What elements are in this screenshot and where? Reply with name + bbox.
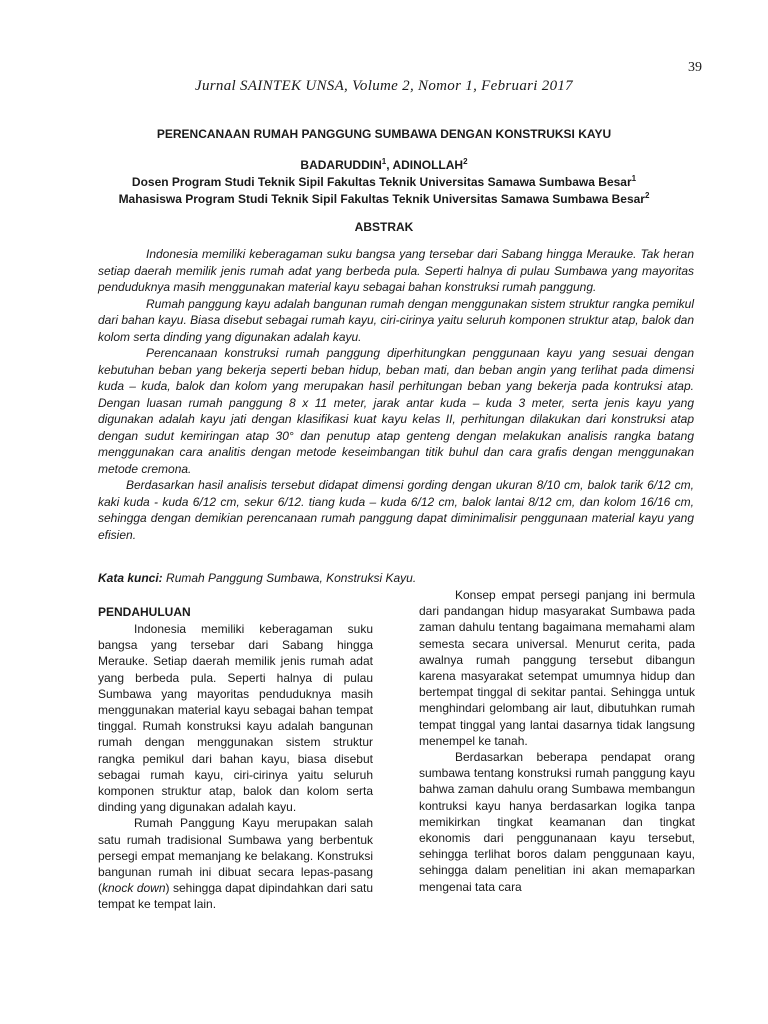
keywords-label: Kata kunci:: [98, 571, 163, 585]
author-2-marker: 2: [463, 157, 468, 166]
abstract-paragraph: Berdasarkan hasil analisis tersebut didapat dimensi gording dengan ukuran 8/10 cm, balok tarik 6/12 cm, kaki kuda - kuda 6/12 cm, sekur 6/12. tiang kuda – kuda 6/12 cm, balok lantai 8/12 cm, dan kolom 16/16 cm, sehingga dengan demikian perencanaan rumah panggung dapat diminimalisir penggunaan material kayu yang efisien.: [98, 478, 694, 542]
abstract-paragraph: Perencanaan konstruksi rumah panggung diperhitungkan penggunaan kayu yang sesuai dengan kebutuhan beban yang bekerja seperti beban hidup, beban mati, dan beban angin yang terlihat pada dimensi kuda – kuda, balok dan kolom yang merupakan hasil perhitungan beban yang bekerja pada kontruksi atap. Dengan luasan rumah panggung 8 x 11 meter, jarak antar kuda – kuda 3 meter, serta jenis kayu yang digunakan adalah kayu jati dengan klasifikasi kuat kayu kelas II, perhitungan dilakukan dari konstruksi atap dengan sudut kemiringan atap 30° dan penutup atap genteng dengan melakukan analisis rangka batang menggunakan cara analitis dengan metode keseimbangan titik buhul dan cara grafis dengan menggunakan metode cremona.: [98, 346, 694, 476]
paper-title: PERENCANAAN RUMAH PANGGUNG SUMBAWA DENGAN KONSTRUKSI KAYU: [156, 127, 612, 141]
keywords: [98, 571, 448, 585]
body-text-italic: knock down: [102, 881, 166, 896]
affiliation-1-marker: 1: [631, 174, 637, 183]
body-paragraph: Konsep empat persegi panjang ini bermula dari pandangan hidup masyarakat Sumbawa pada zaman dahulu tentang bagaimana memahami alam semesta secara universal. Menurut cerita, pada awalnya rumah panggung tersebut dibangun karena masyarakat setempat umumnya hidup dan bertempat tinggal di sekitar pantai. Sehingga untuk menghindari gelombang air laut, dibutuhkan rumah tempat tinggal yang lantai dasarnya tidak langsung menempel ke tanah.: [419, 588, 695, 748]
author-separator: ,: [386, 158, 393, 172]
affiliation-2-marker: 2: [644, 191, 650, 200]
right-column: [419, 587, 695, 895]
body-text: ) sehingga dapat dipindahkan dari satu tempat ke tempat lain.: [98, 881, 373, 912]
author-1: BADARUDDIN: [300, 158, 382, 172]
affiliation-1: [0, 174, 768, 191]
body-paragraph: Indonesia memiliki keberagaman suku bangsa yang tersebar dari Sabang hingga Merauke. Setiap daerah memilik jenis rumah adat yang berbeda pula. Seperti halnya di pulau Sumbawa yang mayoritas penduduknya masih menggunakan material kayu sebagai bahan tempat tinggal. Rumah konstruksi kayu adalah bangunan rumah dengan menggunakan sistem struktur rangka pemikul dari bahan kayu, biasa disebut sebagai rumah kayu, ciri-cirinya yaitu seluruh komponen struktur atap, balok dan kolom serta dinding yang digunakan adalah kayu.: [98, 622, 373, 815]
section-heading-introduction: PENDAHULUAN: [98, 605, 191, 619]
left-column: [98, 604, 373, 913]
page-number: 39: [688, 60, 702, 75]
affiliation-1-text: Dosen Program Studi Teknik Sipil Fakultas Teknik Universitas Samawa Sumbawa Besar: [131, 175, 632, 189]
body-text: Rumah Panggung Kayu merupakan salah satu rumah tradisional Sumbawa yang berbentuk persegi empat memanjang ke belakang. Konstruksi bangunan rumah ini dibuat secara lepas-pasang (: [98, 816, 373, 896]
author-2: ADINOLLAH: [392, 158, 464, 172]
abstract-paragraph: Indonesia memiliki keberagaman suku bangsa yang tersebar dari Sabang hingga Merauke. Tak heran setiap daerah memilik jenis rumah adat yang berbeda pula. Seperti halnya di pulau Sumbawa yang mayoritas penduduknya masih menggunakan material kayu sebagai bahan konstruksi rumah panggung.: [98, 247, 694, 294]
abstract-body: [98, 246, 694, 543]
abstract-heading: ABSTRAK: [354, 220, 414, 234]
journal-header: Jurnal SAINTEK UNSA, Volume 2, Nomor 1, Februari 2017: [195, 78, 573, 94]
body-paragraph: [98, 815, 373, 912]
author-block: [0, 157, 768, 208]
affiliation-2: [0, 191, 768, 208]
author-1-marker: 1: [381, 157, 387, 166]
author-names: [0, 157, 768, 174]
keywords-text: Rumah Panggung Sumbawa, Konstruksi Kayu.: [162, 571, 417, 585]
body-paragraph: Berdasarkan beberapa pendapat orang sumbawa tentang konstruksi rumah panggung kayu bahwa zaman dahulu orang Sumbawa membangun kontruksi kayu hanya berdasarkan logika tanpa memikirkan tingkat keamanan dan tingkat ekonomis dari penggunanaan kayu tersebut, sehingga terlihat boros dalam penggunaan kayu, sehingga dalam penelitian ini akan memaparkan mengenai tata cara: [419, 750, 695, 894]
abstract-paragraph: Rumah panggung kayu adalah bangunan rumah dengan menggunakan sistem struktur rangka pemikul dari bahan kayu. Biasa disebut sebagai rumah kayu, ciri-cirinya yaitu seluruh komponen struktur atap, balok dan kolom serta dinding yang digunakan adalah kayu.: [98, 296, 694, 344]
affiliation-2-text: Mahasiswa Program Studi Teknik Sipil Fakultas Teknik Universitas Samawa Sumbawa Besar: [118, 192, 645, 206]
